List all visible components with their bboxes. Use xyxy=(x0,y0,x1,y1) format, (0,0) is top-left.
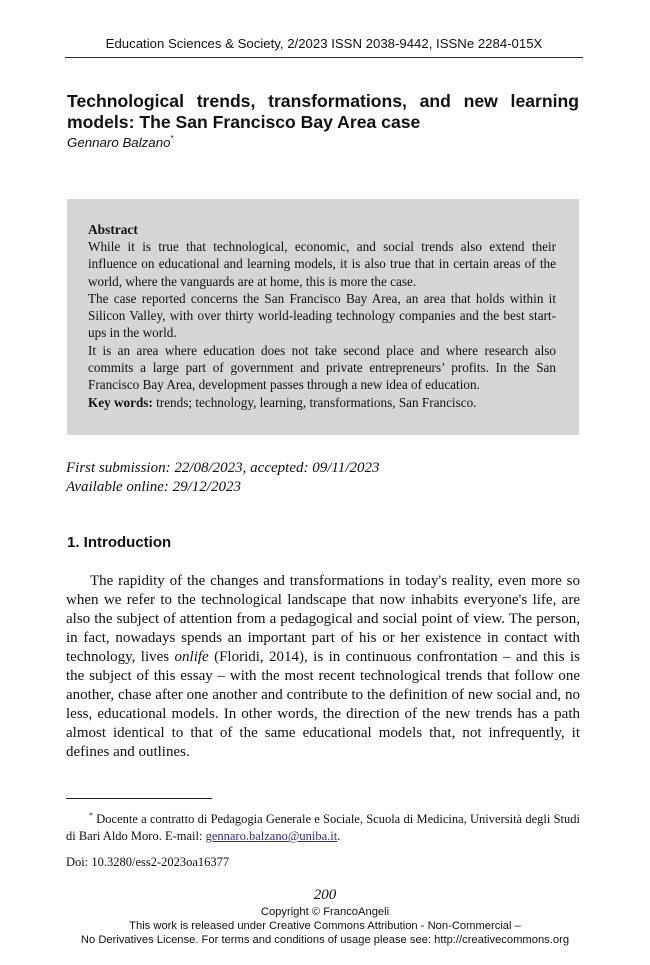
submission-date: First submission: 22/08/2023, accepted: 09/11/2023 xyxy=(66,460,380,476)
footnote xyxy=(66,807,580,845)
keywords-label: Key words: xyxy=(88,394,153,410)
running-head: Education Sciences & Society, 2/2023 ISSN 2038-9442, ISSNe 2284-015X xyxy=(105,36,543,51)
abstract-paragraph: It is an area where education does not take second place and where research also commits a large part of government and private entrepreneurs’ profits. In the San Francisco Bay Area, development passes through a new idea of education. xyxy=(88,342,556,393)
author-line xyxy=(67,134,174,150)
author-name: Gennaro Balzano xyxy=(67,135,171,150)
doi: Doi: 10.3280/ess2-2023oa16377 xyxy=(66,855,230,869)
footnote-end: . xyxy=(337,829,341,843)
license-line: This work is released under Creative Commons Attribution - Non-Commercial – xyxy=(129,920,521,932)
copyright-line: Copyright © FrancoAngeli xyxy=(260,906,390,918)
italic-term: onlife xyxy=(174,649,209,665)
email-link[interactable]: gennaro.balzano@uniba.it xyxy=(205,829,338,843)
abstract-box xyxy=(67,199,579,435)
body-paragraph xyxy=(66,572,580,762)
header-rule xyxy=(65,57,583,58)
footnote-mark: * xyxy=(89,811,93,820)
body-text-part: (Floridi, 2014), is in continuous confrontation – and this is the subject of this essay – with the most recent technological trends that follow one another, chase after one another and contribute to the definition of new social and, no less, educational models. In other words, the direction of the new trends has a path almost identical to that of the same educational models that, not infrequently, it defines and outlines. xyxy=(66,649,581,760)
keywords-text: trends; technology, learning, transformations, San Francisco. xyxy=(156,394,477,410)
body-text-part: The rapidity of the changes and transformations in today's reality, even more so when we refer to the technological landscape that now inhabits everyone's life, are also the subject of attention from a pedagogical and social point of view. The person, in fact, nowadays spends an important part of his or her existence in contact with technology, lives xyxy=(66,573,580,665)
abstract-heading: Abstract xyxy=(88,222,138,237)
author-footnote-mark[interactable]: * xyxy=(170,134,174,143)
article-title: Technological trends, transformations, and new learning models: The San Francisco Bay Area case xyxy=(67,91,579,132)
abstract-paragraph: The case reported concerns the San Francisco Bay Area, an area that holds within it Silicon Valley, with over thirty world-leading technology companies and the best start-ups in the world. xyxy=(88,290,556,341)
page-number: 200 xyxy=(313,887,337,903)
publication-dates xyxy=(66,459,379,497)
online-date: Available online: 29/12/2023 xyxy=(66,479,241,495)
keywords xyxy=(88,394,556,411)
footnote-rule xyxy=(66,798,212,799)
license-line: No Derivatives License. For terms and conditions of usage please see: http://creativecommons.org xyxy=(80,934,570,946)
abstract-paragraph: While it is true that technological, economic, and social trends also extend their influence on educational and learning models, it is also true that in certain areas of the world, where the vanguards are at home, this is more the case. xyxy=(88,239,556,289)
section-heading: 1. Introduction xyxy=(67,534,172,551)
footnote-text: Docente a contratto di Pedagogia Generale e Sociale, Scuola di Medicina, Università degli Studi di Bari Aldo Moro. E-mail: xyxy=(66,812,580,843)
